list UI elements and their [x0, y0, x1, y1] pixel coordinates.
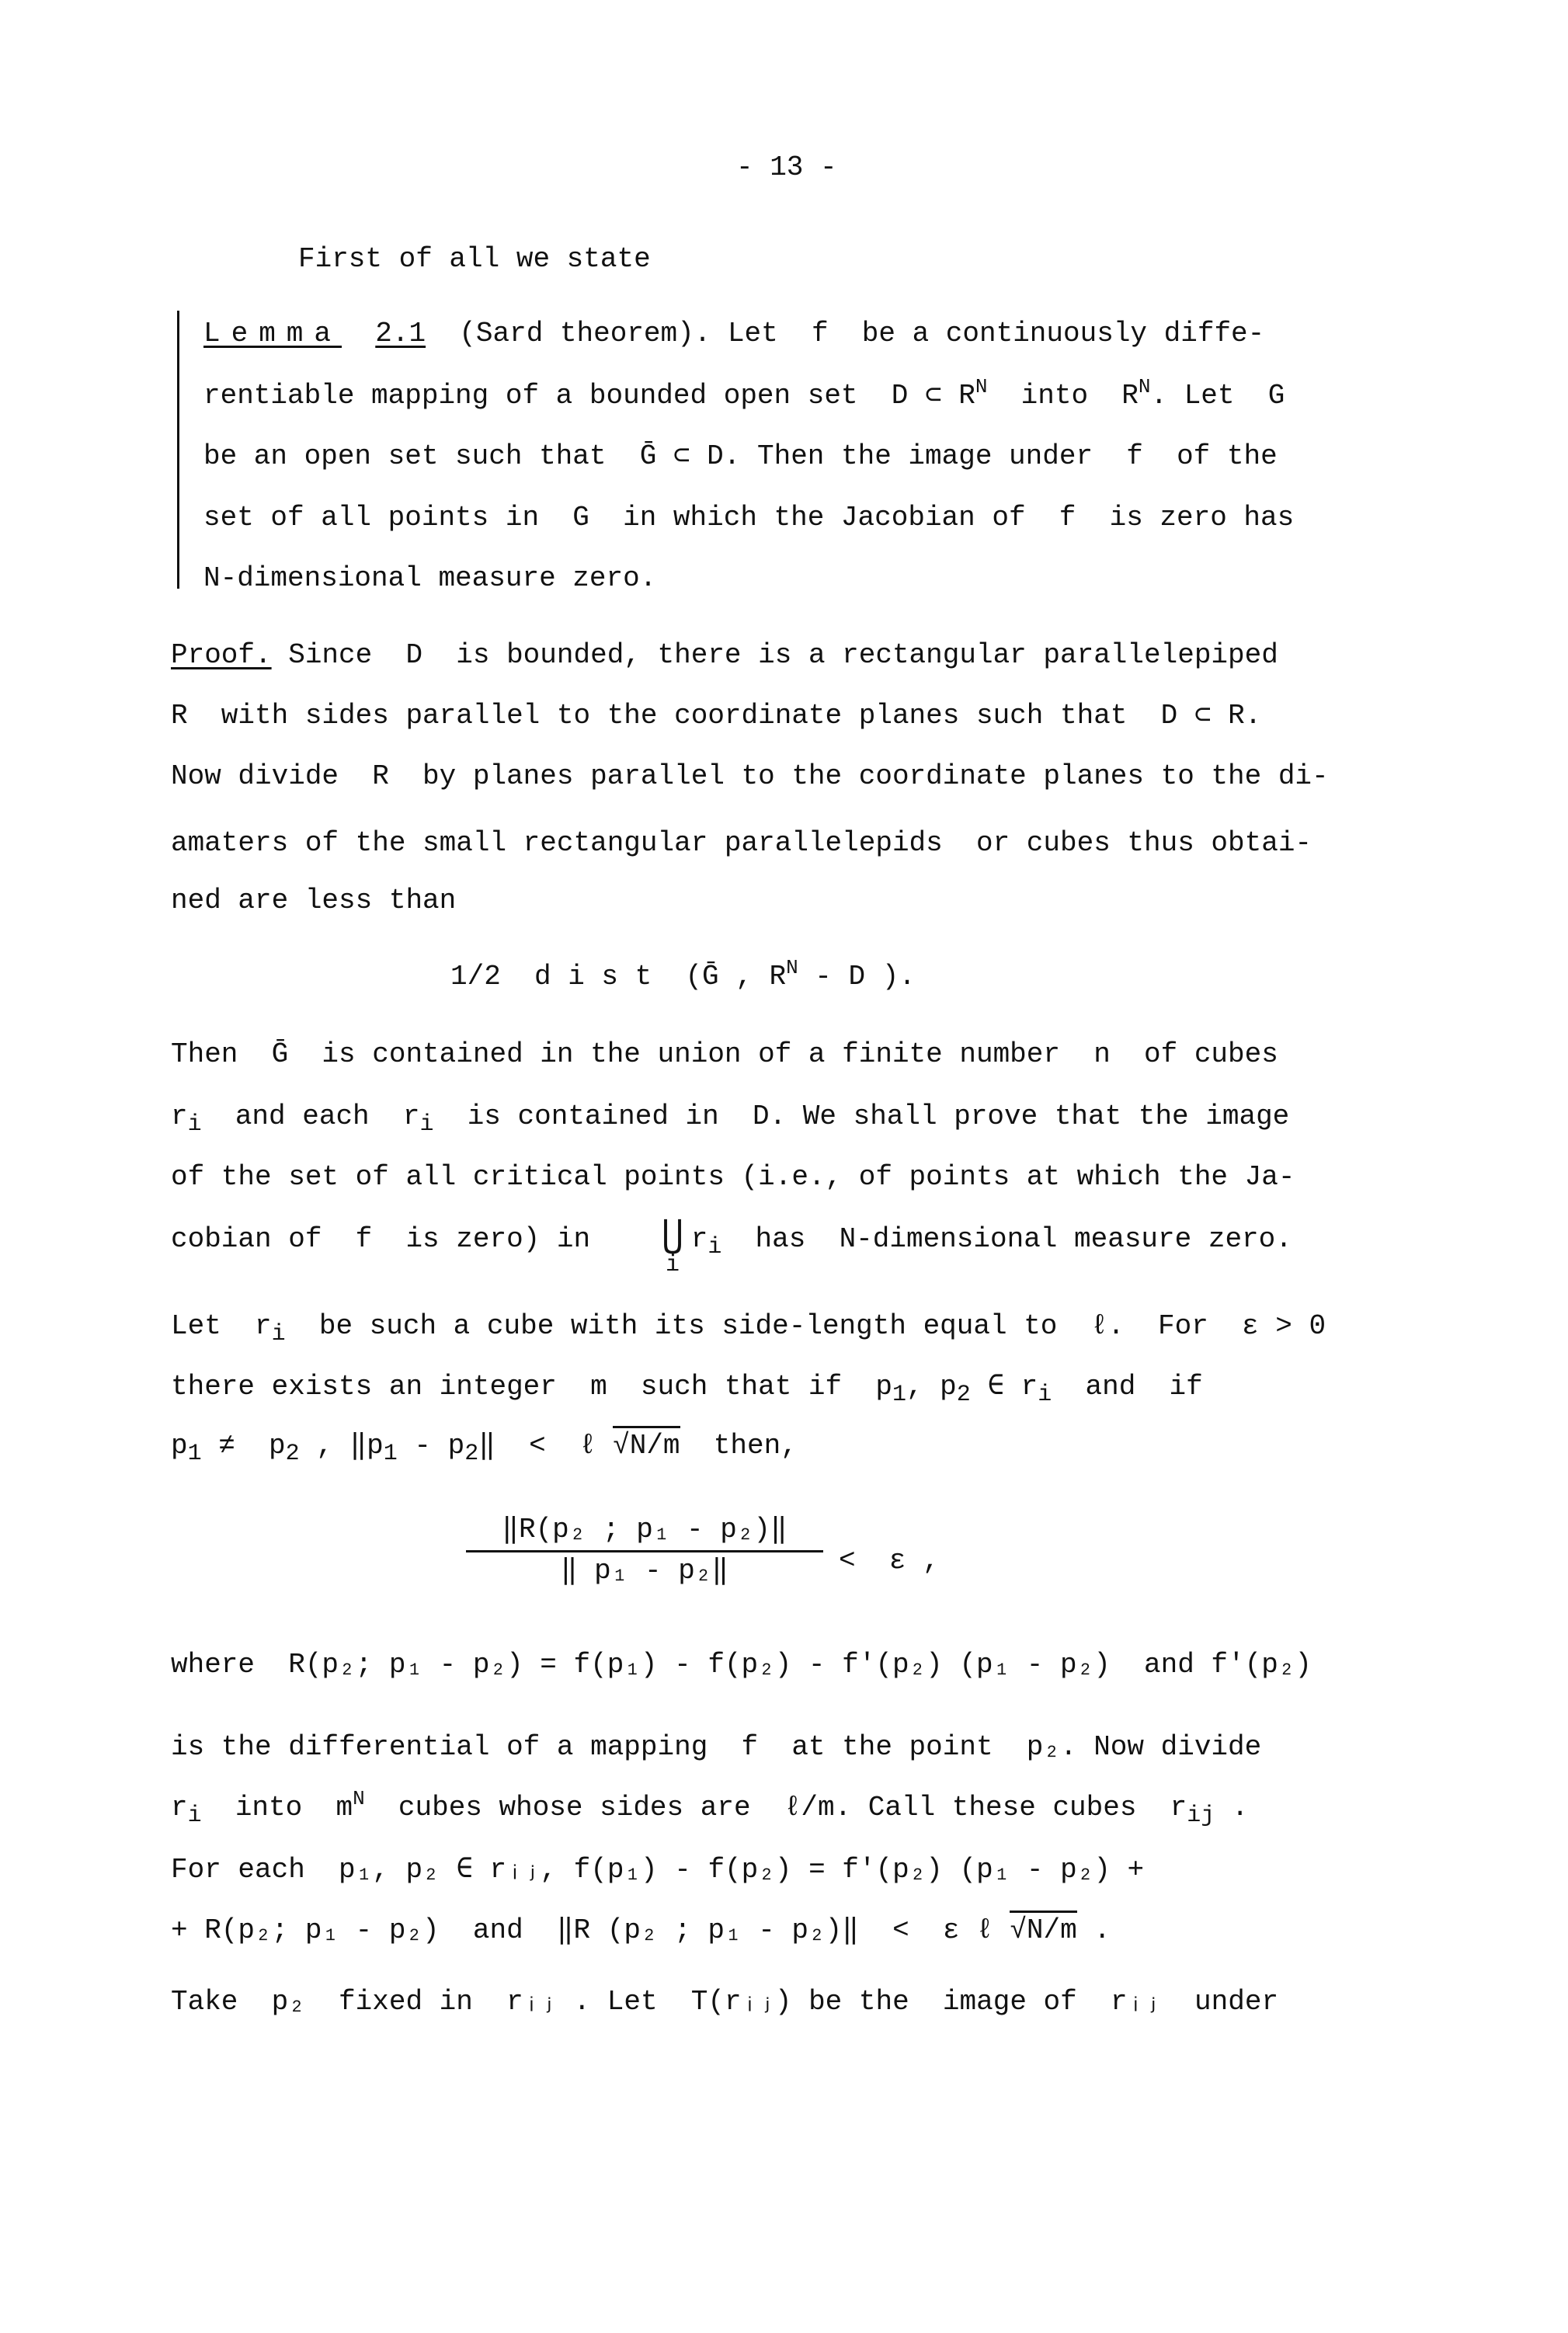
proof-line-2: R with sides parallel to the coordinate planes such that D ⊂ R. [171, 700, 1262, 732]
proof-line-1: Proof. Since D is bounded, there is a rectangular parallelepiped [171, 639, 1278, 671]
fraction-numerator: ‖R(p₂ ; p₁ - p₂)‖ [502, 1514, 787, 1545]
proof-label: Proof. [171, 639, 272, 671]
lemma-line-5: N-dimensional measure zero. [203, 562, 657, 594]
proof-line-14: is the differential of a mapping f at the point p₂. Now divide [171, 1731, 1262, 1763]
lemma-label: Lemma [203, 318, 342, 349]
proof-line-6: Then Ḡ is contained in the union of a finite number n of cubes [171, 1038, 1278, 1070]
lemma-line-1 [203, 318, 1264, 349]
proof-line-16: For each p₁, p₂ ∈ rᵢⱼ, f(p₁) - f(p₂) = f′(p₂) (p₁ - p₂) + [171, 1854, 1145, 1886]
proof-line-8: of the set of all critical points (i.e., of points at which the Ja- [171, 1161, 1295, 1193]
lemma-line-2: rentiable mapping of a bounded open set D ⊂ $R^N$ into $R^N$. Let G [203, 375, 1285, 412]
lemma-line-4: set of all points in G in which the Jacobian of f is zero has [203, 502, 1295, 534]
page-number: - 13 - [736, 151, 837, 183]
fraction [466, 1514, 823, 1587]
proof-line-13: where R(p₂; p₁ - p₂) = f(p₁) - f(p₂) - f′(p₂) (p₁ - p₂) and f′(p₂) [171, 1649, 1312, 1681]
fraction-inequality: < ε , [839, 1545, 940, 1577]
proof-line-17: + R(p₂; p₁ - p₂) and ‖R (p₂ ; p₁ - p₂)‖ < ε ℓ √N/m . [171, 1915, 1111, 1946]
proof-line-11: there exists an integer m such that if $p_1$, $p_2$ ∈ $r_i$ and if [171, 1371, 1203, 1408]
fraction-rule [466, 1550, 823, 1552]
proof-line-12: $p_1 \ne p_2$ , $‖p_1$ - $p_2‖$ < ℓ √N/m then, [171, 1431, 798, 1462]
lemma-margin-bar [177, 311, 179, 589]
union-symbol: ⋃ i [662, 1216, 683, 1278]
fraction-denominator: ‖ p₁ - p₂‖ [560, 1555, 729, 1587]
lemma-line-3: be an open set such that Ḡ ⊂ D. Then the image under f of the [203, 440, 1278, 472]
intro-text: First of all we state [298, 243, 651, 275]
proof-line-4: amaters of the small rectangular parallelepids or cubes thus obtai- [171, 827, 1312, 859]
dist-formula: 1/2 d i s t (Ḡ , $R^N$ - D ). [450, 956, 916, 993]
proof-line-3: Now divide R by planes parallel to the coordinate planes to the di- [171, 760, 1329, 792]
lemma-text-1: (Sard theorem). Let f be a continuously diffe- [459, 318, 1265, 349]
proof-line-5: ned are less than [171, 885, 457, 916]
proof-line-15: $r_i$ into $m^N$ cubes whose sides are ℓ/m. Call these cubes $r_{ij}$ . [171, 1787, 1249, 1829]
lemma-number: 2.1 [375, 318, 426, 349]
proof-line-18: Take p₂ fixed in rᵢⱼ . Let T(rᵢⱼ) be the image of rᵢⱼ under [171, 1986, 1279, 2018]
proof-line-10: Let $r_i$ be such a cube with its side-length equal to ℓ. For ε > 0 [171, 1310, 1326, 1347]
proof-line-7: $r_i$ and each $r_i$ is contained in D. We shall prove that the image [171, 1100, 1290, 1138]
proof-line-9: cobian of f is zero) in $r_i$ has N-dimensional measure zero. [171, 1223, 1292, 1260]
